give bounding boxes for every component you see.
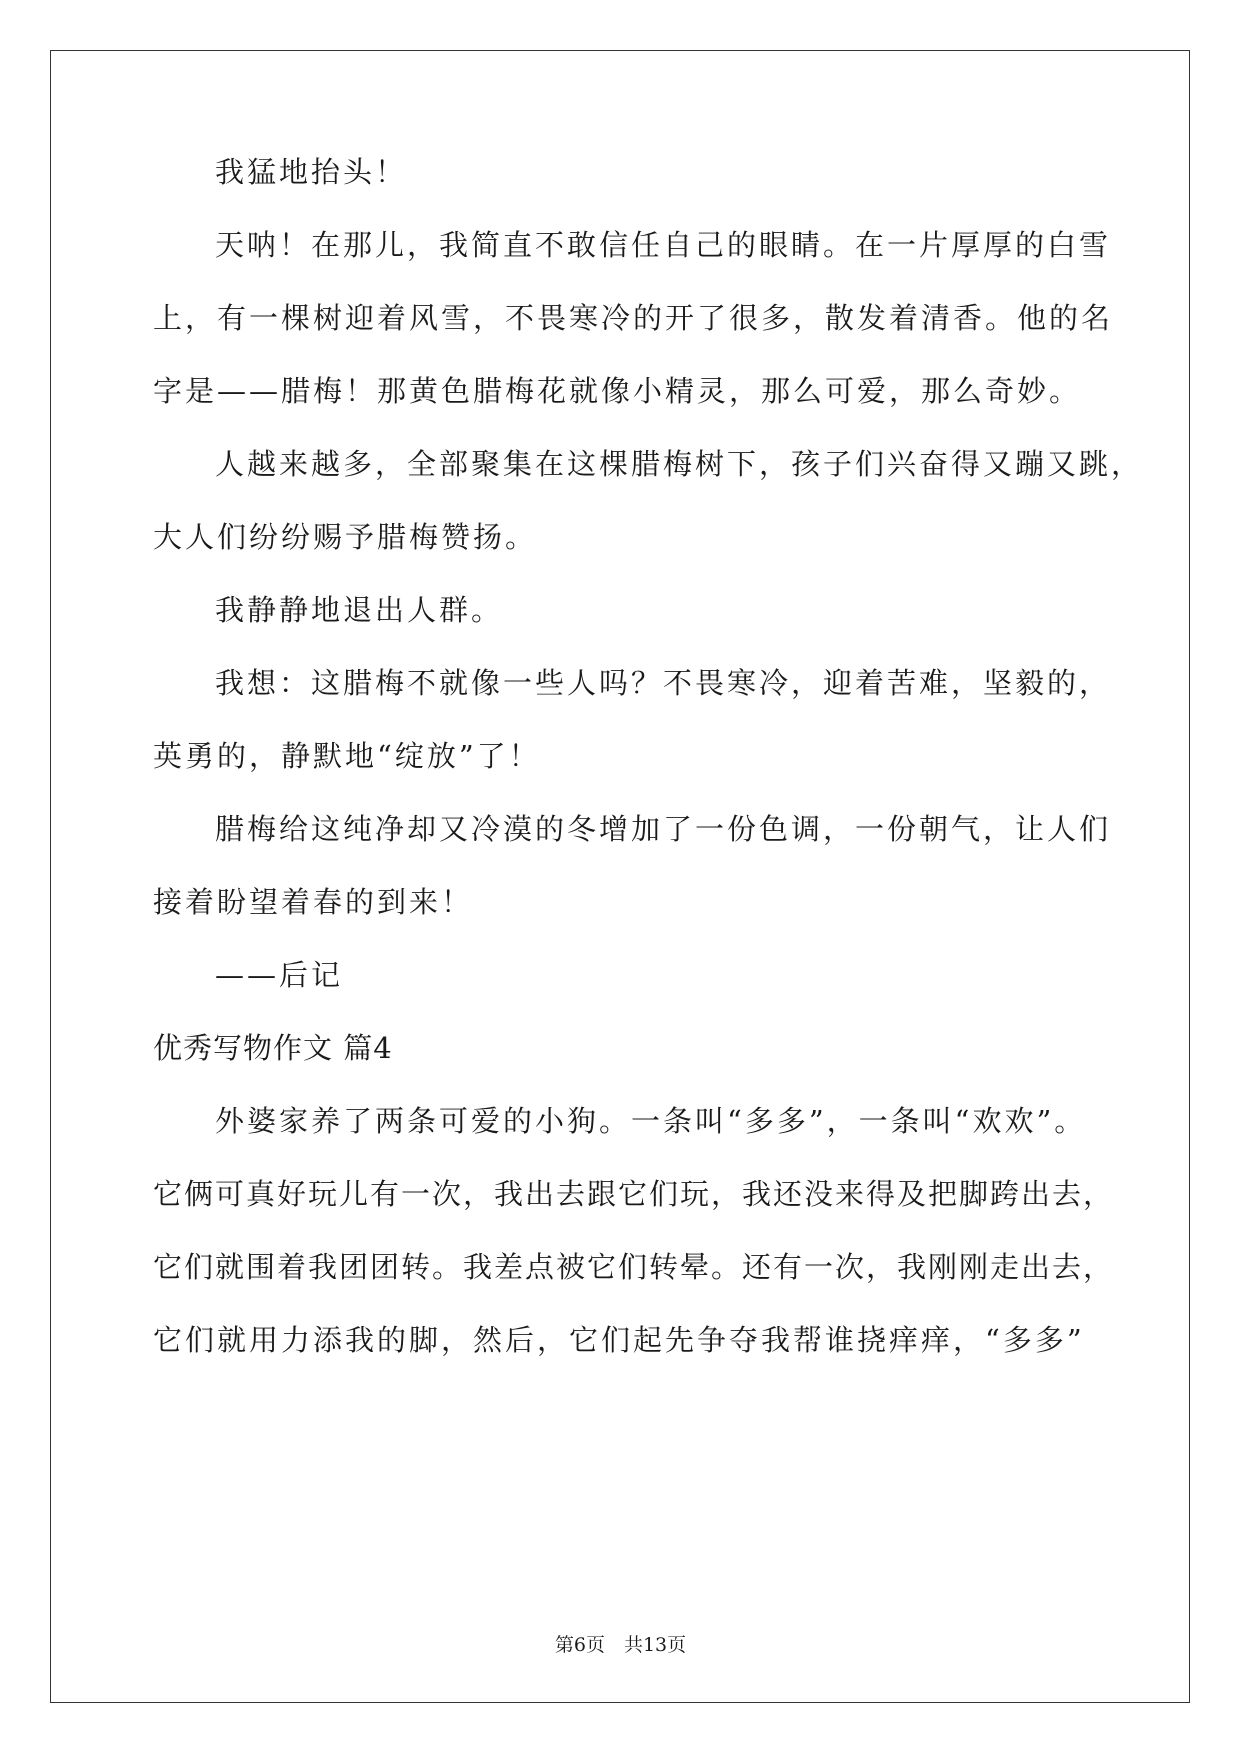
paragraph-line: 接着盼望着春的到来！ [153,885,474,919]
paragraph-line: 我静静地退出人群。 [215,593,504,627]
paragraph-line: ——后记 [215,958,344,992]
paragraph-line: 它们就围着我团团转。我差点被它们转晕。还有一次，我刚刚走出去， [153,1250,1115,1284]
section-heading: 优秀写物作文 篇4 [153,1031,393,1065]
paragraph-line: 腊梅给这纯净却又冷漠的冬增加了一份色调，一份朝气，让人们 [215,812,1112,846]
paragraph-line: 字是——腊梅！那黄色腊梅花就像小精灵，那么可爱，那么奇妙。 [153,374,1082,408]
paragraph-line: 它们就用力添我的脚，然后，它们起先争夺我帮谁挠痒痒，“多多” [153,1323,1085,1357]
paragraph-line: 大人们纷纷赐予腊梅赞扬。 [153,520,538,554]
paragraph-line: 英勇的，静默地“绽放”了！ [153,739,541,773]
paragraph-line: 我猛地抬头！ [215,155,408,189]
page-number-footer: 第6页 共13页 [554,1634,687,1656]
paragraph-line: 我想：这腊梅不就像一些人吗？不畏寒冷，迎着苦难，坚毅的， [215,666,1112,700]
paragraph-line: 上，有一棵树迎着风雪，不畏寒冷的开了很多，散发着清香。他的名 [153,301,1114,335]
paragraph-line: 外婆家养了两条可爱的小狗。一条叫“多多”，一条叫“欢欢”。 [215,1104,1087,1138]
paragraph-line: 天呐！在那儿，我简直不敢信任自己的眼睛。在一片厚厚的白雪 [215,228,1112,262]
paragraph-line: 人越来越多，全部聚集在这棵腊梅树下，孩子们兴奋得又蹦又跳， [215,447,1144,481]
paragraph-line: 它俩可真好玩儿有一次，我出去跟它们玩，我还没来得及把脚跨出去， [153,1177,1115,1211]
